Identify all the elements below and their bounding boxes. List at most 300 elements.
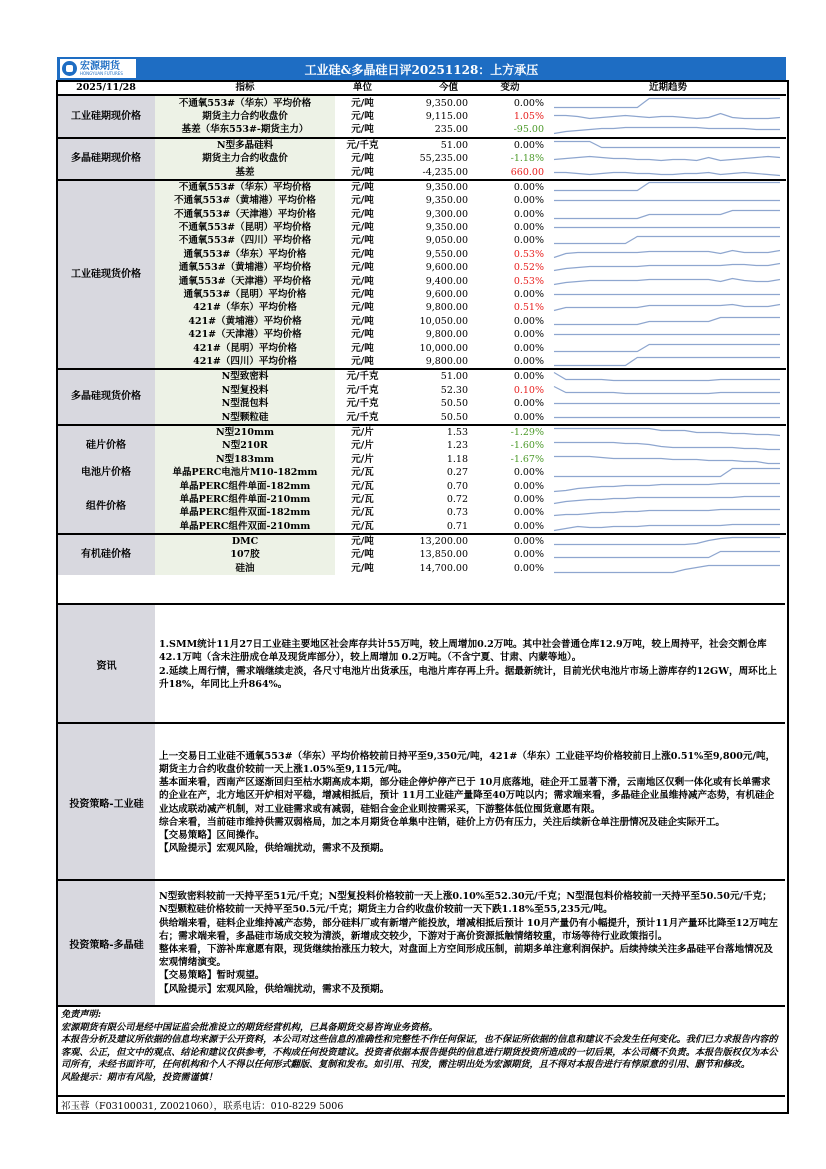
trend-sparkline-cell: [550, 534, 786, 548]
trend-line: [554, 210, 780, 218]
change-value: 0.00%: [513, 549, 544, 561]
table-row: [57, 248, 786, 261]
trend-line: [554, 305, 780, 311]
trend-line: [554, 250, 780, 257]
table-row: [57, 369, 786, 383]
trend-sparkline: [550, 328, 786, 341]
unit: 元/吨: [351, 342, 374, 354]
header-date: 2025/11/28: [57, 81, 155, 95]
paragraph: 基本面来看，西南产区逐渐回归至枯水期高成本期，部分硅企停炉停产已于 10月底落地，硅企开工显著下滑，云南地区仅剩一体化或有长单需求的企业在产，北方地区开炉相对平稳，增减相抵后，预计 11月工业硅产量降至40万吨以内；需求端来看，多晶硅企业虽维持减产态势，有机硅企业达成联动减产机制，对工业硅需求或有减弱，硅铝合金企业则按需采买，下游整体低位囤货意愿有限。: [159, 777, 775, 815]
trend-sparkline-cell: [550, 369, 786, 383]
unit: 元/千克: [346, 398, 379, 410]
current-value: 9,800.00: [425, 329, 468, 341]
unit: 元/吨: [351, 166, 374, 178]
trend-sparkline: [550, 97, 786, 110]
table-row: [57, 548, 786, 561]
current-value: 9,350.00: [425, 195, 468, 207]
trend-sparkline: [550, 166, 786, 179]
report-title: 工业硅&多晶硅日评20251128：上方承压: [304, 63, 539, 77]
trend-sparkline: [550, 480, 786, 493]
trend-line: [554, 386, 780, 393]
trend-sparkline: [550, 123, 786, 136]
indicator-name: 不通氧553#（昆明）平均价格: [155, 221, 335, 234]
trend-sparkline-cell: [550, 384, 786, 397]
strategy-poly-section: [58, 879, 785, 1005]
paragraph: 【风险提示】宏观风险，供给端扰动，需求不及预期。: [159, 983, 390, 995]
disclaimer: [58, 1005, 785, 1087]
table-row: [57, 466, 786, 479]
change-value: 0.00%: [513, 480, 544, 492]
trend-line: [554, 182, 780, 190]
trend-sparkline: [550, 315, 786, 328]
change-value: 0.00%: [513, 222, 544, 234]
trend-sparkline-cell: [550, 453, 786, 466]
trend-line: [554, 510, 780, 516]
trend-sparkline: [550, 234, 786, 247]
current-value: 0.70: [446, 480, 468, 492]
trend-sparkline: [550, 506, 786, 519]
change-value: 0.00%: [513, 520, 544, 532]
trend-sparkline: [550, 520, 786, 533]
unit: 元/吨: [351, 302, 374, 314]
info-text: [155, 605, 785, 724]
table-row: [57, 328, 786, 341]
change-value: 0.00%: [470, 180, 550, 194]
trend-sparkline: [550, 110, 786, 123]
trend-sparkline: [550, 139, 786, 152]
table-row: [57, 221, 786, 234]
change-value: 0.10%: [513, 384, 544, 396]
indicator-name: 单晶PERC组件单面-210mm: [155, 493, 335, 506]
trend-sparkline: [550, 411, 786, 424]
unit: 元/吨: [351, 262, 374, 274]
change-value: 0.00%: [513, 208, 544, 220]
unit: 元/吨: [351, 153, 374, 165]
table-row: [57, 261, 786, 274]
trend-line: [554, 141, 780, 147]
table-row: [57, 234, 786, 247]
table-row: [57, 520, 786, 534]
trend-line: [554, 172, 780, 175]
trend-sparkline: [550, 288, 786, 301]
strategy-si-section: [58, 722, 785, 881]
trend-sparkline: [550, 439, 786, 452]
trend-line: [554, 483, 780, 491]
trend-sparkline-cell: [550, 110, 786, 123]
trend-line: [554, 113, 780, 118]
change-value: 0.53%: [513, 248, 544, 260]
indicator-name: 不通氧553#（华东）平均价格: [155, 95, 335, 109]
indicator-name: 421#（昆明）平均价格: [155, 341, 335, 354]
trend-sparkline-cell: [550, 506, 786, 519]
indicator-name: 单晶PERC组件双面-182mm: [155, 506, 335, 519]
unit: 元/吨: [351, 248, 374, 260]
header-trend: 近期趋势: [550, 81, 786, 95]
table-row: [57, 425, 786, 439]
trend-sparkline: [550, 221, 786, 234]
trend-sparkline: [550, 342, 786, 355]
logo-text-cn: 宏源期货: [80, 60, 120, 72]
trend-sparkline: [550, 493, 786, 506]
trend-sparkline-cell: [550, 493, 786, 506]
info-section: [58, 603, 785, 724]
trend-line: [554, 373, 780, 381]
trend-sparkline: [550, 548, 786, 561]
change-value: 0.00%: [470, 95, 550, 109]
table-row: [57, 95, 786, 109]
unit: 元/吨: [351, 110, 374, 122]
disclaimer-line: 宏源期货有限公司是经中国证监会批准设立的期货经营机构，已具备期货交易咨询业务资格。: [61, 1021, 438, 1033]
trend-sparkline: [550, 535, 786, 548]
paragraph: 【交易策略】暂时观望。: [159, 970, 265, 982]
unit: 元/吨: [351, 222, 374, 234]
trend-sparkline: [550, 261, 786, 274]
trend-sparkline-cell: [550, 288, 786, 301]
paragraph: 【风险提示】宏观风险，供给端扰动，需求不及预期。: [159, 843, 390, 855]
trend-sparkline: [550, 370, 786, 383]
trend-sparkline: [550, 208, 786, 221]
trend-sparkline: [550, 397, 786, 410]
current-value: 0.71: [446, 520, 468, 532]
strategy-poly-text: [155, 881, 785, 1005]
unit: 元/片: [335, 425, 390, 439]
trend-sparkline: [550, 301, 786, 314]
table-row: [57, 315, 786, 328]
indicator-name: N型混包料: [155, 397, 335, 410]
trend-sparkline-cell: [550, 341, 786, 354]
indicator-name: 421#（华东）平均价格: [155, 301, 335, 314]
table-row: [57, 410, 786, 424]
strategy-si-label: 投资策略-工业硅: [58, 724, 155, 881]
current-value: 9,115.00: [425, 110, 468, 122]
indicator-name: DMC: [155, 534, 335, 548]
current-value: 10,050.00: [419, 315, 468, 327]
change-value: 0.00%: [513, 356, 544, 367]
paragraph: 上一交易日工业硅不通氧553#（华东）平均价格较前日持平至9,350元/吨，421#（华东）工业硅平均价格较前日上涨0.51%至9,800元/吨，期货主力合约收盘价较前一天上涨1.05%至9,115元/吨。: [159, 750, 776, 775]
category-label: 多晶硅期现价格: [57, 138, 155, 180]
header-value: 今值: [390, 81, 470, 95]
current-value: 235.00: [434, 124, 468, 136]
current-value: 9,400.00: [425, 275, 468, 287]
unit: 元/片: [351, 440, 374, 452]
current-value: 1.18: [446, 453, 468, 465]
trend-line: [554, 157, 780, 161]
trend-sparkline: [550, 466, 786, 479]
paragraph: N型致密料较前一天持平至51元/千克；N型复投料价格较前一天上涨0.10%至52.30元/千克；N型混包料价格较前一天持平至50.50元/千克；N型颗粒硅价格较前一天持平至50.5元/千克；期货主力合约收盘价较前一天下跌1.18%至55,235元/吨。: [159, 891, 772, 916]
trend-sparkline: [550, 275, 786, 288]
trend-sparkline-cell: [550, 479, 786, 492]
trend-sparkline-cell: [550, 248, 786, 261]
table-row: [57, 341, 786, 354]
trend-line: [554, 538, 780, 545]
unit: 元/千克: [346, 384, 379, 396]
trend-line: [554, 456, 780, 463]
trend-sparkline: [550, 355, 786, 368]
trend-sparkline-cell: [550, 261, 786, 274]
current-value: 52.30: [440, 384, 468, 396]
change-value: 0.00%: [513, 398, 544, 410]
change-value: 0.00%: [513, 493, 544, 505]
table-row: [57, 562, 786, 575]
current-value: 9,350.00: [425, 222, 468, 234]
trend-sparkline-cell: [550, 138, 786, 152]
table-row: [57, 355, 786, 369]
change-value: -95.00: [513, 124, 544, 136]
trend-sparkline: [550, 248, 786, 261]
current-value: 1.53: [390, 425, 470, 439]
header-unit: 单位: [335, 81, 390, 95]
change-value: -1.67%: [510, 453, 544, 465]
current-value: 0.72: [446, 493, 468, 505]
unit: 元/吨: [351, 549, 374, 561]
table-row: [57, 397, 786, 410]
unit: 元/吨: [351, 329, 374, 341]
change-value: -1.29%: [470, 425, 550, 439]
table-row: [57, 165, 786, 179]
change-value: 0.51%: [513, 302, 544, 314]
trend-line: [554, 317, 780, 324]
trend-sparkline: [550, 426, 786, 439]
disclaimer-line: 本报告分析及建议所依据的信息均来源于公开资料，本公司对这些信息的准确性和完整性不作任何保证，也不保证所依据的信息和建议不会发生任何变化。我们已力求报告内容的客观、公正，但文中的观点、结论和建议仅供参考，不构成任何投资建议。投资者依据本报告提供的信息进行期货投资所造成的一切后果，本公司概不负责。本报告版权仅为本公司所有，未经书面许可，任何机构和个人不得以任何形式翻版、复制和发布。如引用、刊发，需注明出处为宏源期货，且不得对本报告进行有悖原意的引用、删节和修改。: [61, 1034, 778, 1071]
table-row: [57, 123, 786, 137]
logo-text-en: HONGYUAN FUTURES: [80, 70, 123, 76]
table-row: [57, 208, 786, 221]
current-value: 51.00: [390, 369, 470, 383]
table-row: [57, 493, 786, 506]
change-value: 0.00%: [513, 467, 544, 479]
unit: 元/千克: [335, 138, 390, 152]
indicator-name: N型210mm: [155, 425, 335, 439]
current-value: 55,235.00: [419, 153, 468, 165]
table-row: [57, 506, 786, 519]
unit: 元/瓦: [351, 507, 374, 519]
unit: 元/千克: [335, 369, 390, 383]
change-value: 0.00%: [513, 235, 544, 247]
trend-sparkline: [550, 562, 786, 575]
indicator-name: N型致密料: [155, 369, 335, 383]
unit: 元/吨: [351, 289, 374, 301]
table-row: [57, 301, 786, 314]
table-row: [57, 274, 786, 287]
current-value: 14,700.00: [419, 562, 468, 574]
table-row: [57, 479, 786, 492]
trend-line: [554, 344, 780, 351]
unit: 元/吨: [351, 275, 374, 287]
trend-sparkline-cell: [550, 95, 786, 109]
current-value: 50.50: [440, 398, 468, 410]
trend-line: [554, 496, 780, 503]
trend-sparkline: [550, 453, 786, 466]
unit: 元/吨: [335, 95, 390, 109]
table-row: [57, 110, 786, 123]
change-value: 0.00%: [513, 342, 544, 354]
category-label: 硅片价格: [57, 425, 155, 466]
info-label: 资讯: [58, 605, 155, 724]
disclaimer-title: 免责声明:: [61, 1009, 102, 1020]
trend-sparkline: [550, 194, 786, 207]
trend-line: [554, 552, 780, 558]
trend-line: [554, 358, 780, 366]
indicator-name: 期货主力合约收盘价: [155, 152, 335, 165]
indicator-name: 基差（华东553#-期货主力）: [155, 123, 335, 137]
strategy-poly-label: 投资策略-多晶硅: [58, 881, 155, 1005]
indicator-name: 不通氧553#（四川）平均价格: [155, 234, 335, 247]
indicator-name: N型多晶硅料: [155, 138, 335, 152]
trend-line: [554, 469, 780, 477]
indicator-name: 单晶PERC组件双面-210mm: [155, 520, 335, 534]
indicator-name: N型210R: [155, 439, 335, 452]
change-value: 0.00%: [513, 562, 544, 574]
current-value: 1.23: [446, 440, 468, 452]
current-value: 10,000.00: [419, 342, 468, 354]
trend-sparkline-cell: [550, 548, 786, 561]
current-value: 51.00: [390, 138, 470, 152]
header-change: 变动: [470, 81, 550, 95]
indicator-name: 基差: [155, 165, 335, 179]
indicator-name: N型183mm: [155, 453, 335, 466]
change-value: 0.53%: [513, 275, 544, 287]
category-label: 有机硅价格: [57, 534, 155, 575]
trend-sparkline-cell: [550, 208, 786, 221]
table-row: [57, 534, 786, 548]
current-value: 9,350.00: [390, 95, 470, 109]
paragraph: 综合来看，当前硅市维持供需双弱格局，加之本月期货仓单集中注销，硅价上方仍有压力，关注后续新仓单注册情况及硅企实际开工。: [159, 816, 726, 828]
unit: 元/瓦: [351, 520, 374, 532]
change-value: 660.00: [510, 166, 544, 178]
trend-sparkline-cell: [550, 123, 786, 137]
unit: 元/吨: [335, 180, 390, 194]
current-value: 13,200.00: [390, 534, 470, 548]
unit: 元/千克: [346, 411, 379, 423]
indicator-name: 通氧553#（昆明）平均价格: [155, 288, 335, 301]
indicator-name: 通氧553#（黄埔港）平均价格: [155, 261, 335, 274]
current-value: 0.73: [446, 507, 468, 519]
unit: 元/吨: [351, 235, 374, 247]
unit: 元/瓦: [351, 467, 374, 479]
change-value: 0.00%: [513, 195, 544, 207]
strategy-si-text: [155, 724, 785, 881]
trend-sparkline: [550, 181, 786, 194]
indicator-name: 硅油: [155, 562, 335, 575]
current-value: 0.27: [446, 467, 468, 479]
current-value: 9,600.00: [425, 262, 468, 274]
change-value: 0.00%: [470, 534, 550, 548]
price-table: [57, 81, 786, 575]
header-indicator: 指标: [155, 81, 335, 95]
report-banner: [57, 57, 786, 80]
trend-line: [554, 278, 780, 284]
unit: 元/瓦: [351, 493, 374, 505]
change-value: 0.00%: [513, 329, 544, 341]
unit: 元/吨: [351, 356, 374, 367]
current-value: 9,350.00: [390, 180, 470, 194]
indicator-name: 单晶PERC组件单面-182mm: [155, 479, 335, 492]
indicator-name: 不通氧553#（天津港）平均价格: [155, 208, 335, 221]
category-label: 电池片价格: [57, 466, 155, 479]
trend-sparkline-cell: [550, 234, 786, 247]
change-value: 0.52%: [513, 262, 544, 274]
table-row: [57, 384, 786, 397]
paragraph: 供给端来看，硅料企业维持减产态势，部分硅料厂或有新增产能投放，增减相抵后预计 10月产量仍有小幅提升，预计11月产量环比降至12万吨左右；需求端来看，多晶硅市场成交较为清淡，新增成交较少，下游对于高价资源抵触情绪较重，市场等待行业政策指引。: [159, 917, 779, 942]
analyst-contact: 祁玉蓉（F03100031, Z0021060），联系电话：010-8229 5006: [58, 1095, 785, 1113]
trend-line: [554, 128, 780, 134]
table-row: [57, 180, 786, 194]
category-label: 工业硅期现价格: [57, 95, 155, 137]
current-value: 9,800.00: [425, 302, 468, 314]
category-label: 工业硅现货价格: [57, 180, 155, 369]
paragraph: 1.SMM统计11月27日工业硅主要地区社会库存共计55万吨，较上周增加0.2万吨。其中社会普通仓库12.9万吨，较上周持平，社会交割仓库42.1万吨（含未注册成仓单及现货库部分），较上周增加 0.2万吨。（不含宁夏、甘肃、内蒙等地）。: [159, 639, 767, 664]
trend-sparkline-cell: [550, 301, 786, 314]
category-label: 多晶硅现货价格: [57, 369, 155, 425]
trend-sparkline: [550, 152, 786, 165]
unit: 元/片: [351, 453, 374, 465]
disclaimer-line: 风险提示：期市有风险，投资需谨慎！: [61, 1071, 218, 1083]
current-value: 9,300.00: [425, 208, 468, 220]
trend-line: [554, 565, 780, 572]
current-value: 50.50: [440, 411, 468, 423]
paragraph: 【交易策略】区间操作。: [159, 829, 265, 841]
category-label: 组件价格: [57, 479, 155, 534]
change-value: 0.00%: [470, 138, 550, 152]
indicator-name: 421#（天津港）平均价格: [155, 328, 335, 341]
indicator-name: 不通氧553#（华东）平均价格: [155, 180, 335, 194]
indicator-name: 期货主力合约收盘价: [155, 110, 335, 123]
trend-sparkline-cell: [550, 562, 786, 575]
current-value: 9,800.00: [425, 356, 468, 367]
indicator-name: 421#（黄埔港）平均价格: [155, 315, 335, 328]
table-row: [57, 138, 786, 152]
table-row: [57, 194, 786, 207]
current-value: 9,550.00: [425, 248, 468, 260]
unit: 元/吨: [351, 562, 374, 574]
current-value: 9,050.00: [425, 235, 468, 247]
indicator-name: 通氧553#（天津港）平均价格: [155, 274, 335, 287]
indicator-name: N型复投料: [155, 384, 335, 397]
trend-sparkline-cell: [550, 397, 786, 410]
trend-sparkline-cell: [550, 410, 786, 424]
current-value: 13,850.00: [419, 549, 468, 561]
trend-line: [554, 428, 780, 435]
table-row: [57, 152, 786, 165]
paragraph: 2.延续上周行情，需求端继续走淡，各尺寸电池片出货承压，电池片库存再上升。据最新统计，目前光伏电池片市场上游库存约12GW，周环比上升18%，年同比上升864%。: [159, 665, 777, 690]
unit: 元/吨: [351, 124, 374, 136]
trend-sparkline-cell: [550, 355, 786, 369]
change-value: 0.00%: [513, 289, 544, 301]
trend-sparkline-cell: [550, 165, 786, 179]
trend-sparkline-cell: [550, 194, 786, 207]
trend-sparkline-cell: [550, 466, 786, 479]
change-value: 0.00%: [513, 411, 544, 423]
trend-sparkline-cell: [550, 180, 786, 194]
trend-sparkline-cell: [550, 315, 786, 328]
trend-line: [554, 237, 780, 244]
change-value: 0.00%: [513, 507, 544, 519]
change-value: -1.60%: [510, 440, 544, 452]
trend-sparkline: [550, 384, 786, 397]
trend-sparkline-cell: [550, 274, 786, 287]
trend-line: [554, 524, 780, 530]
unit: 元/吨: [351, 195, 374, 207]
unit: 元/吨: [351, 208, 374, 220]
change-value: 1.05%: [513, 110, 544, 122]
trend-sparkline-cell: [550, 520, 786, 534]
indicator-name: 421#（四川）平均价格: [155, 355, 335, 369]
change-value: -1.18%: [510, 153, 544, 165]
table-row: [57, 439, 786, 452]
trend-sparkline-cell: [550, 425, 786, 439]
unit: 元/瓦: [351, 480, 374, 492]
indicator-name: 不通氧553#（黄埔港）平均价格: [155, 194, 335, 207]
